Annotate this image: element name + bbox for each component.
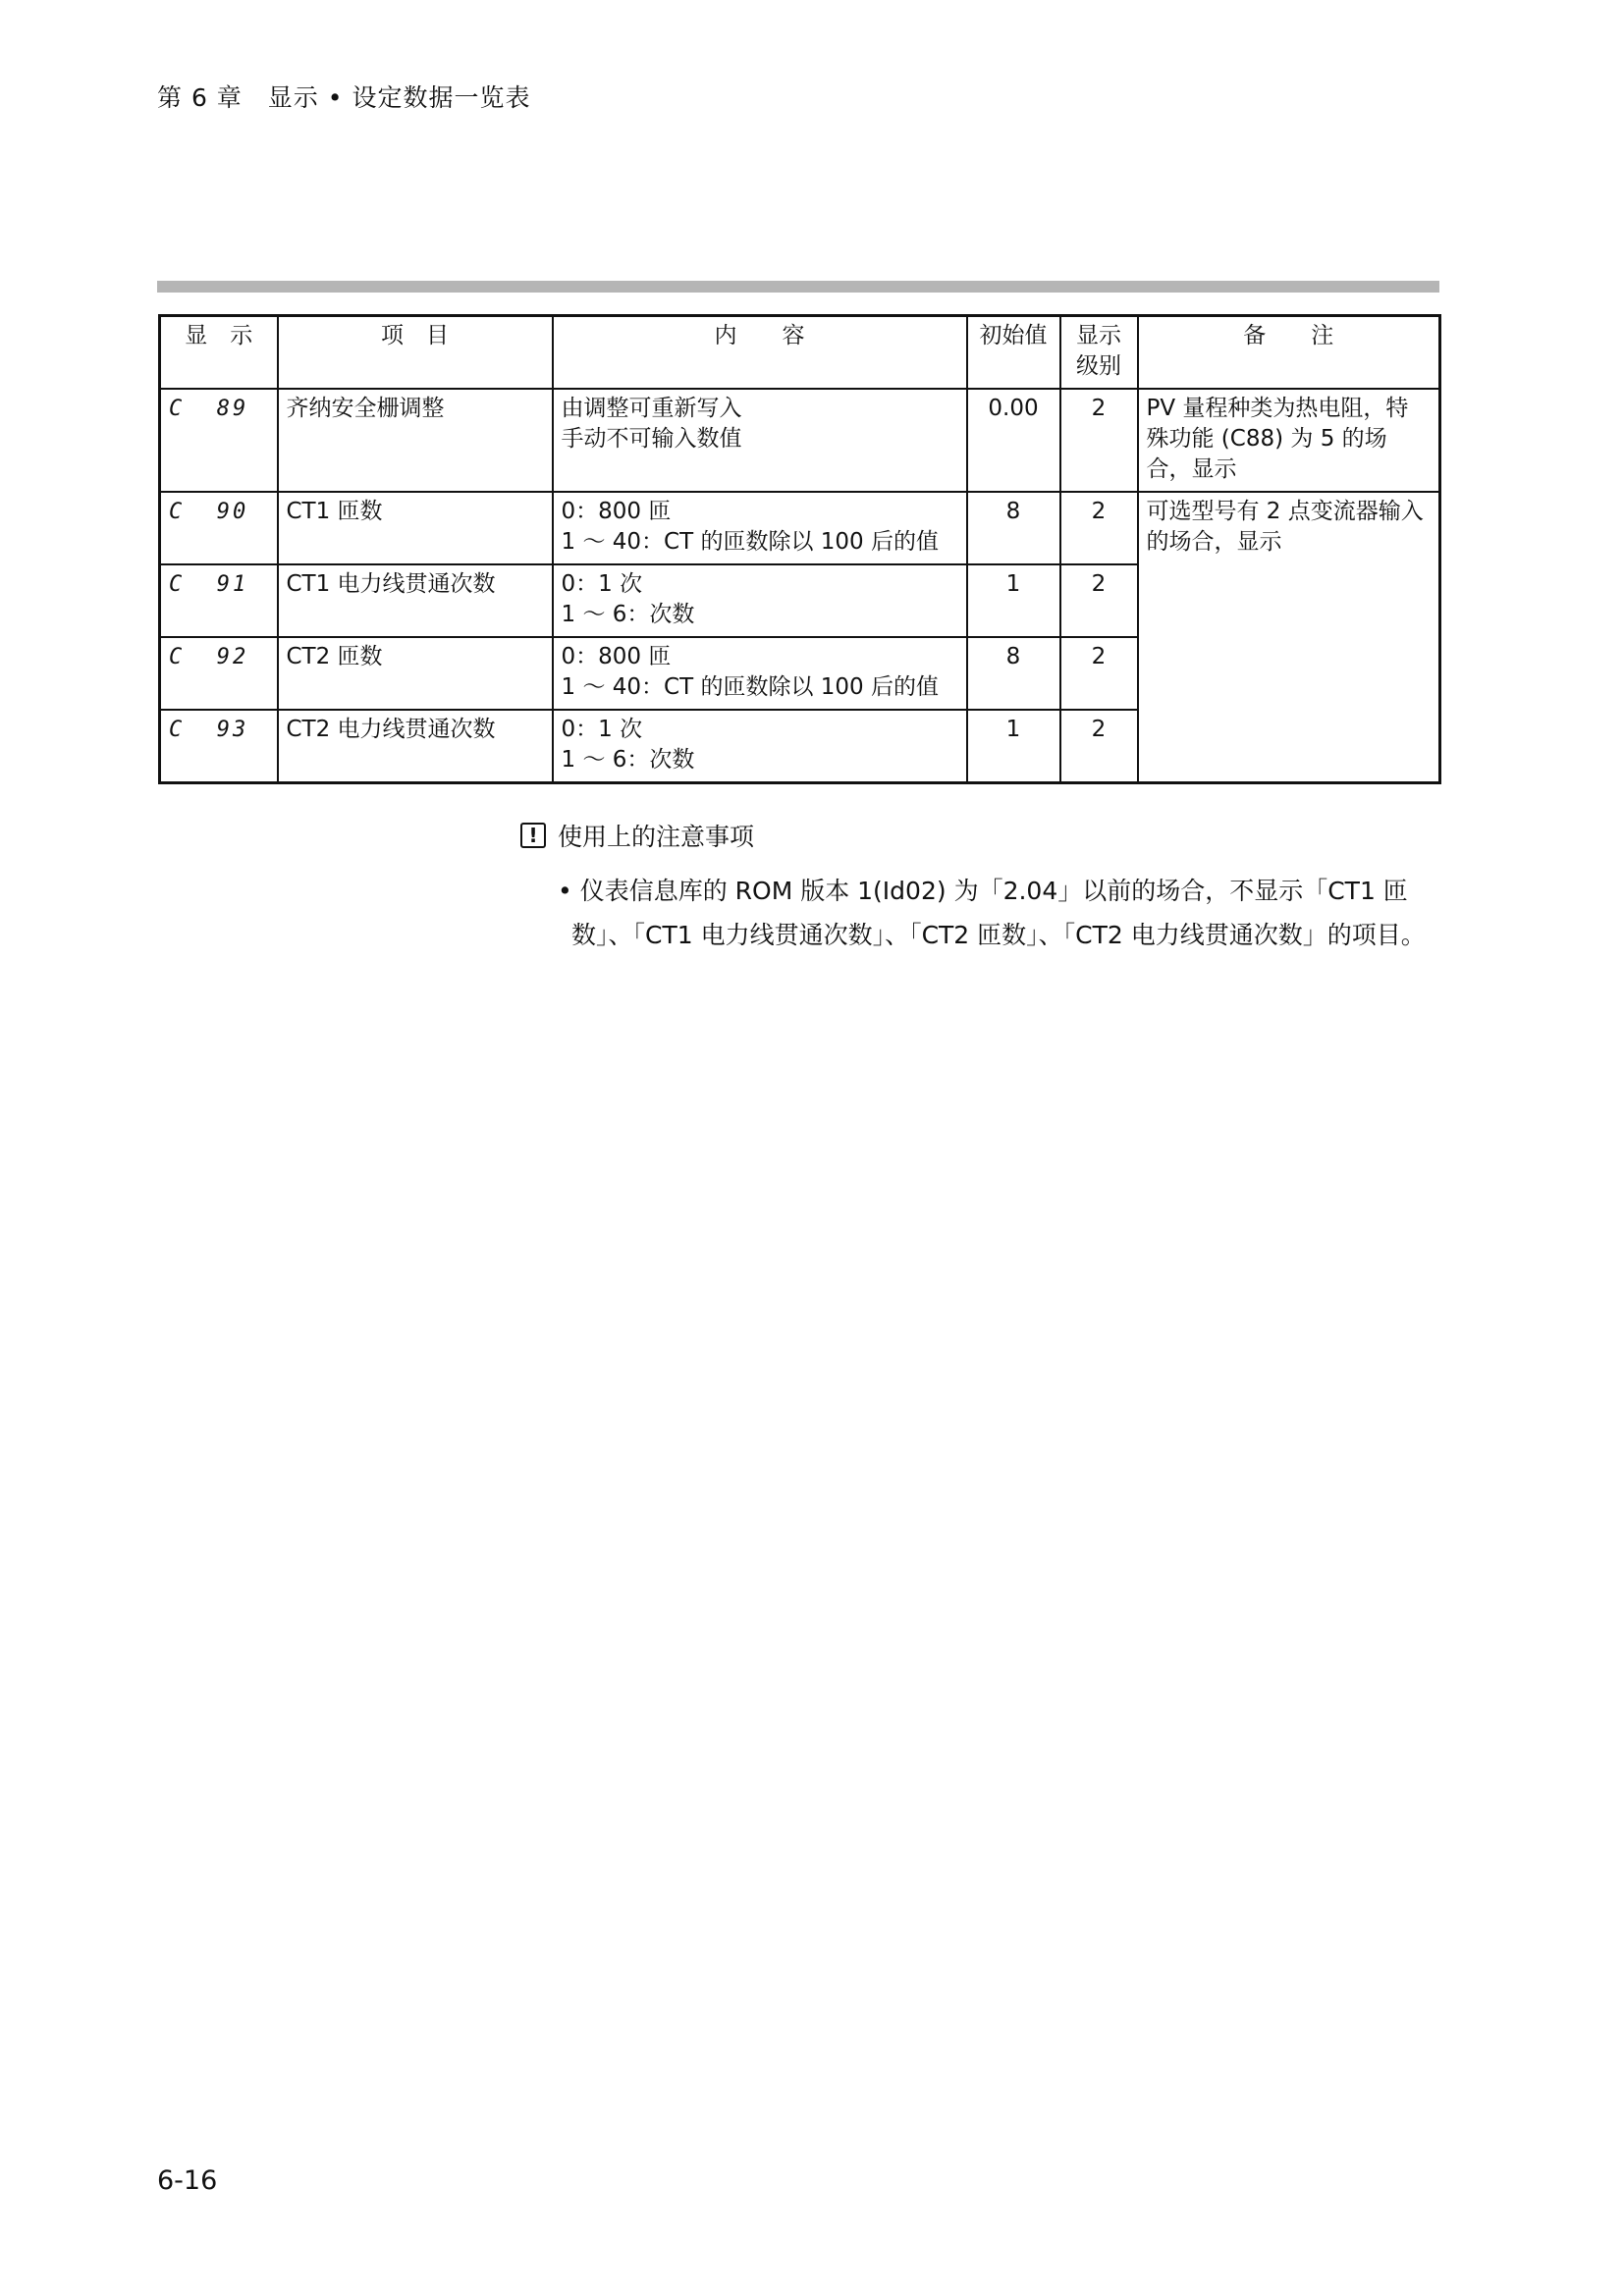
content-line: 1 ～ 6：次数 <box>561 602 695 627</box>
column-header-item: 项 目 <box>278 316 553 390</box>
display-level: 2 <box>1060 492 1138 564</box>
display-code: C 92 <box>160 637 278 710</box>
notes-body: • 仪表信息库的 ROM 版本 1(Id02) 为「2.04」以前的场合，不显示「CT1 匝数」、「CT1 电力线贯通次数」、「CT2 匝数」、「CT2 电力线贯通次数」的项目。 <box>558 877 1426 949</box>
usage-notes <box>520 818 1443 957</box>
initial-value: 0.00 <box>967 389 1060 492</box>
display-level: 2 <box>1060 564 1138 637</box>
item-name: CT1 匝数 <box>278 492 553 564</box>
display-level: 2 <box>1060 637 1138 710</box>
chapter-header: 第 6 章 显示 • 设定数据一览表 <box>157 83 531 112</box>
item-name: 齐纳安全栅调整 <box>278 389 553 492</box>
remark-cell: 可选型号有 2 点变流器输入的场合，显示 <box>1138 492 1440 783</box>
table-row <box>160 389 1440 492</box>
content-cell <box>553 564 967 637</box>
display-code: C 93 <box>160 710 278 783</box>
display-level: 2 <box>1060 710 1138 783</box>
content-line: 1 ～ 40：CT 的匝数除以 100 后的值 <box>561 529 939 555</box>
notes-title: 使用上的注意事项 <box>558 823 755 851</box>
table-header-row <box>160 316 1440 390</box>
initial-value: 1 <box>967 564 1060 637</box>
content-line: 0：1 次 <box>561 717 643 742</box>
section-rule <box>157 281 1439 293</box>
table-row <box>160 492 1440 564</box>
display-code: C 89 <box>160 389 278 492</box>
content-line: 由调整可重新写入 <box>561 396 742 421</box>
column-header-level: 显示级别 <box>1060 316 1138 390</box>
column-header-remark: 备 注 <box>1138 316 1440 390</box>
column-header-initial: 初始值 <box>967 316 1060 390</box>
initial-value: 8 <box>967 492 1060 564</box>
item-name: CT2 电力线贯通次数 <box>278 710 553 783</box>
column-header-content: 内 容 <box>553 316 967 390</box>
content-cell <box>553 637 967 710</box>
item-name: CT2 匝数 <box>278 637 553 710</box>
settings-table <box>158 314 1441 784</box>
display-code: C 91 <box>160 564 278 637</box>
initial-value: 8 <box>967 637 1060 710</box>
content-line: 0：800 匝 <box>561 644 672 669</box>
item-name: CT1 电力线贯通次数 <box>278 564 553 637</box>
notes-heading <box>520 818 1443 853</box>
remark-cell: PV 量程种类为热电阻，特殊功能 (C88) 为 5 的场合，显示 <box>1138 389 1440 492</box>
content-line: 1 ～ 40：CT 的匝数除以 100 后的值 <box>561 674 939 700</box>
display-level: 2 <box>1060 389 1138 492</box>
content-line: 手动不可输入数值 <box>561 426 742 452</box>
content-cell <box>553 492 967 564</box>
content-cell <box>553 710 967 783</box>
display-code: C 90 <box>160 492 278 564</box>
content-line: 0：1 次 <box>561 571 643 597</box>
exclamation-box-icon: ! <box>520 823 546 848</box>
content-line: 1 ～ 6：次数 <box>561 747 695 773</box>
page-number: 6-16 <box>157 2165 218 2196</box>
content-line: 0：800 匝 <box>561 499 672 524</box>
initial-value: 1 <box>967 710 1060 783</box>
content-cell <box>553 389 967 492</box>
column-header-display: 显 示 <box>160 316 278 390</box>
